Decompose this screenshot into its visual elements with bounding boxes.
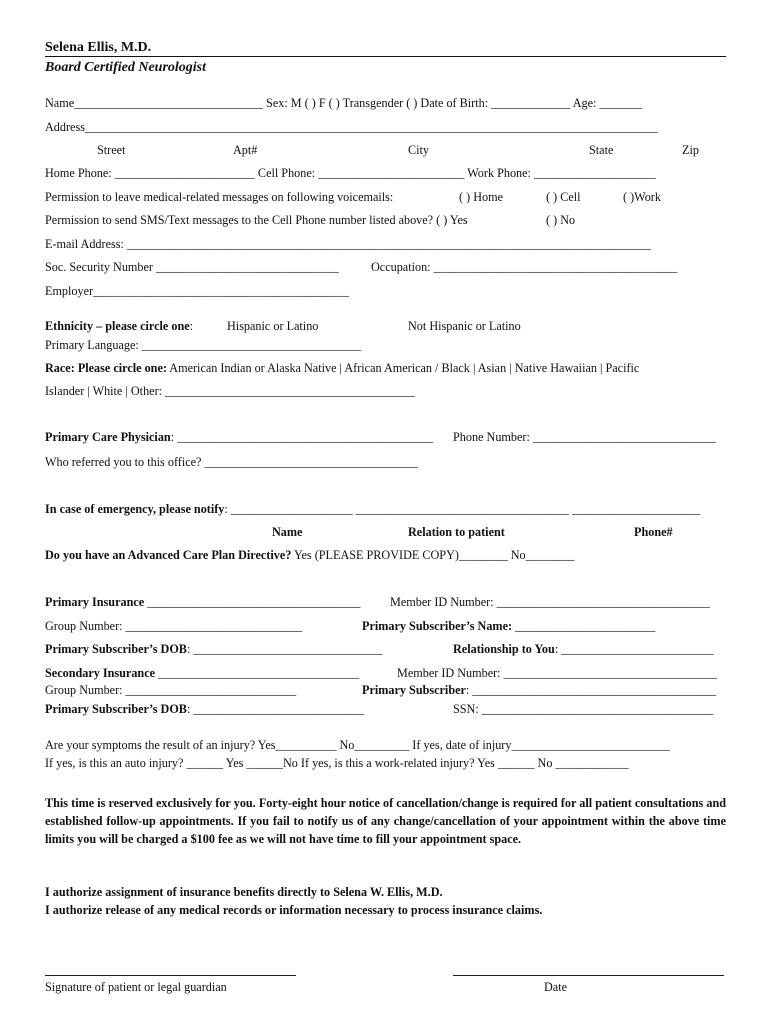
voicemail-home-option[interactable]: ( ) Home: [459, 190, 503, 204]
subscriber-name-label: Primary Subscriber’s Name:: [362, 619, 513, 633]
relationship-blank: : _________________________: [554, 642, 714, 656]
email-line[interactable]: E-mail Address: ______________________________________________________________________________________: [45, 237, 651, 251]
subscriber-name-blank: _______________________: [512, 619, 656, 633]
signature-caption: Signature of patient or legal guardian: [45, 980, 227, 994]
pcp-blank: : __________________________________________: [170, 430, 434, 444]
subscriber-dob-blank: : _______________________________: [186, 642, 383, 656]
race-label: Race: Please circle one:: [45, 361, 167, 375]
referred-line[interactable]: Who referred you to this office? ___________________________________: [45, 455, 418, 469]
signature-line[interactable]: [45, 975, 296, 976]
relationship-line[interactable]: [453, 643, 714, 655]
secondary-primary-subscriber-line[interactable]: [362, 684, 716, 696]
race-line-2[interactable]: Islander | White | Other: _________________________________________: [45, 384, 415, 398]
race-options: American Indian or Alaska Native | African American / Black | Asian | Native Hawaiian | Pacific: [166, 361, 640, 375]
ethnicity-option-not-hispanic[interactable]: Not Hispanic or Latino: [408, 319, 521, 333]
primary-member-id-line[interactable]: Member ID Number: ___________________________________: [390, 595, 710, 609]
employer-line[interactable]: Employer__________________________________________: [45, 284, 349, 298]
address-city-caption: City: [408, 143, 429, 157]
address-apt-caption: Apt#: [233, 143, 258, 157]
subscriber-dob-label: Primary Subscriber’s DOB: [45, 642, 187, 656]
address-street-caption: Street: [97, 143, 126, 157]
injury-line-1[interactable]: Are your symptoms the result of an injury? Yes__________ No_________ If yes, date of injury__________________________: [45, 738, 670, 752]
subscriber-name-line[interactable]: [362, 620, 655, 632]
ssn-line[interactable]: Soc. Security Number ______________________________: [45, 260, 339, 274]
secondary-subscriber-dob-blank: : ____________________________: [186, 702, 365, 716]
primary-subscriber-dob-line[interactable]: [45, 643, 382, 655]
ethnicity-colon: :: [189, 319, 194, 333]
primary-insurance-blank: ___________________________________: [144, 595, 361, 609]
secondary-subscriber-dob-label: Primary Subscriber’s DOB: [45, 702, 187, 716]
secondary-ssn-line[interactable]: SSN: ______________________________________: [453, 702, 714, 716]
date-caption: Date: [544, 980, 568, 994]
primary-subscriber-blank: : ________________________________________: [465, 683, 717, 697]
race-line-1[interactable]: [45, 362, 639, 374]
emergency-name-caption: Name: [272, 525, 303, 539]
secondary-subscriber-dob-line[interactable]: [45, 703, 364, 715]
address-state-caption: State: [589, 143, 614, 157]
emergency-line[interactable]: [45, 503, 700, 515]
authorize-records: I authorize release of any medical records or information necessary to process insurance claims.: [45, 903, 543, 917]
address-zip-caption: Zip: [682, 143, 699, 157]
header-rule: [45, 56, 726, 57]
emergency-blanks: : ____________________ ___________________________________ _____________________: [224, 502, 701, 516]
emergency-label: In case of emergency, please notify: [45, 502, 225, 516]
pcp-label: Primary Care Physician: [45, 430, 171, 444]
voicemail-permission-label: Permission to leave medical-related messages on following voicemails:: [45, 190, 394, 204]
acp-options: Yes (PLEASE PROVIDE COPY)________ No________: [291, 548, 575, 562]
voicemail-cell-option[interactable]: ( ) Cell: [546, 190, 581, 204]
primary-group-number-line[interactable]: Group Number: _____________________________: [45, 619, 303, 633]
cancellation-policy: This time is reserved exclusively for you. Forty-eight hour notice of cancellation/change is required for all patient consultations and established follow-up appointments. If you fail to notify us of any change/cancellation of your appointment within the above time limits you will be charged a $100 fee as we will not have time to fill your appointment space.: [45, 796, 726, 846]
injury-line-2[interactable]: If yes, is this an auto injury? ______ Yes ______No If yes, is this a work-related injury? Yes ______ No ____________: [45, 756, 629, 770]
date-line[interactable]: [453, 975, 724, 976]
pcp-phone-line[interactable]: Phone Number: ______________________________: [453, 430, 716, 444]
emergency-phone-caption: Phone#: [634, 525, 673, 539]
secondary-insurance-line[interactable]: [45, 667, 359, 679]
authorize-benefits: I authorize assignment of insurance benefits directly to Selena W. Ellis, M.D.: [45, 885, 443, 899]
ethnicity-line: [45, 320, 193, 332]
ethnicity-option-hispanic[interactable]: Hispanic or Latino: [227, 319, 319, 333]
doctor-title: Board Certified Neurologist: [45, 60, 207, 75]
secondary-insurance-blank: _________________________________: [155, 666, 360, 680]
relationship-label: Relationship to You: [453, 642, 555, 656]
ethnicity-label: Ethnicity – please circle one: [45, 319, 190, 333]
occupation-line[interactable]: Occupation: ________________________________________: [371, 260, 678, 274]
sms-permission-label[interactable]: Permission to send SMS/Text messages to the Cell Phone number listed above? ( ) Yes: [45, 213, 468, 227]
emergency-relation-caption: Relation to patient: [408, 525, 505, 539]
secondary-member-id-line[interactable]: Member ID Number: ___________________________________: [397, 666, 717, 680]
address-line[interactable]: Address______________________________________________________________________________________________: [45, 120, 658, 134]
name-sex-dob-line[interactable]: Name_______________________________ Sex: M ( ) F ( ) Transgender ( ) Date of Birth: _____________ Age: _______: [45, 96, 643, 110]
doctor-name: Selena Ellis, M.D.: [45, 40, 152, 55]
advanced-care-plan-line[interactable]: [45, 549, 574, 561]
secondary-insurance-label: Secondary Insurance: [45, 666, 156, 680]
secondary-group-number-line[interactable]: Group Number: ____________________________: [45, 683, 297, 697]
primary-insurance-label: Primary Insurance: [45, 595, 145, 609]
acp-label: Do you have an Advanced Care Plan Directive?: [45, 548, 292, 562]
primary-subscriber-label: Primary Subscriber: [362, 683, 466, 697]
pcp-line[interactable]: [45, 431, 433, 443]
primary-language-line[interactable]: Primary Language: ____________________________________: [45, 338, 362, 352]
sms-no-option[interactable]: ( ) No: [546, 213, 576, 227]
voicemail-work-option[interactable]: ( )Work: [623, 190, 661, 204]
phones-line[interactable]: Home Phone: _______________________ Cell Phone: ________________________ Work Phone: ____________________: [45, 166, 656, 180]
primary-insurance-line[interactable]: [45, 596, 361, 608]
